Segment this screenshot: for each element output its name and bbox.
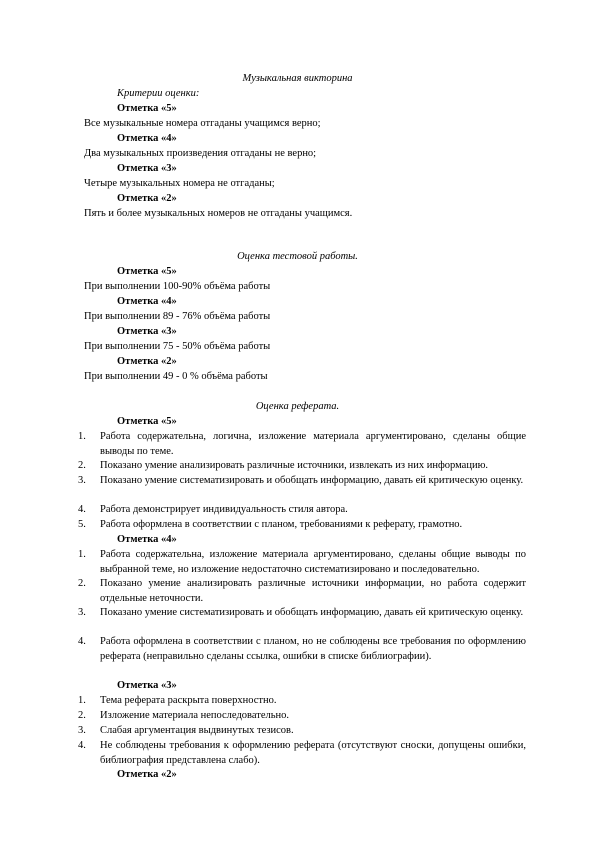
list-number: 3. <box>78 475 86 486</box>
grade-description: При выполнении 75 - 50% объёма работы <box>84 341 271 352</box>
grade-label: Отметка «3» <box>117 680 177 691</box>
grade-description: При выполнении 49 - 0 % объёма работы <box>84 371 268 382</box>
grade-description: Все музыкальные номера отгаданы учащимся верно; <box>84 118 321 129</box>
grade-label: Отметка «2» <box>117 193 177 204</box>
grade-description: Пять и более музыкальных номеров не отгаданы учащимся. <box>84 208 353 219</box>
list-text: Не соблюдены требования к оформлению реферата (отсутствуют сноски, допущены ошибки, библиография представлена слабо). <box>100 740 526 766</box>
grade-label: Отметка «2» <box>117 769 177 780</box>
grade-label: Отметка «5» <box>117 416 177 427</box>
list-text: Слабая аргументация выдвинутых тезисов. <box>100 725 294 736</box>
list-number: 4. <box>78 636 86 647</box>
list-text: Работа демонстрирует индивидуальность стиля автора. <box>100 504 348 515</box>
list-text: Показано умение систематизировать и обобщать информацию, давать ей критическую оценку. <box>100 607 524 618</box>
list-number: 4. <box>78 740 86 751</box>
list-text: Показано умение систематизировать и обобщать информацию, давать ей критическую оценку. <box>100 475 524 486</box>
list-text: Работа оформлена в соответствии с планом, требованиями к реферату, грамотно. <box>100 519 463 530</box>
list-text: Показано умение анализировать различные источники информации, но работа содержит отдельные неточности. <box>100 578 526 604</box>
list-number: 2. <box>78 578 86 589</box>
grade-label: Отметка «3» <box>117 163 177 174</box>
list-text: Показано умение анализировать различные источники, извлекать из них информацию. <box>100 460 489 471</box>
grade-label: Отметка «3» <box>117 326 177 337</box>
grade-label: Отметка «4» <box>117 534 177 545</box>
grade-label: Отметка «5» <box>117 103 177 114</box>
grade-description: Четыре музыкальных номера не отгаданы; <box>84 178 275 189</box>
essay-section-title: Оценка реферата. <box>255 401 340 412</box>
grade-description: При выполнении 100-90% объёма работы <box>84 281 271 292</box>
list-number: 3. <box>78 607 86 618</box>
criteria-heading: Критерии оценки: <box>117 88 200 99</box>
list-number: 1. <box>78 431 86 442</box>
list-number: 2. <box>78 710 86 721</box>
list-text: Работа содержательна, изложение материала аргументировано, сделаны общие выводы по выбранной теме, но изложение недостаточно систематизировано и последовательно. <box>100 549 526 575</box>
list-number: 5. <box>78 519 86 530</box>
list-text: Изложение материала непоследовательно. <box>100 710 290 721</box>
grade-label: Отметка «4» <box>117 296 177 307</box>
grade-description: При выполнении 89 - 76% объёма работы <box>84 311 271 322</box>
grade-description: Два музыкальных произведения отгаданы не верно; <box>84 148 317 159</box>
grade-label: Отметка «5» <box>117 266 177 277</box>
quiz-section-title: Музыкальная викторина <box>242 73 353 84</box>
list-number: 3. <box>78 725 86 736</box>
list-number: 1. <box>78 549 86 560</box>
grade-label: Отметка «4» <box>117 133 177 144</box>
grade-label: Отметка «2» <box>117 356 177 367</box>
list-number: 4. <box>78 504 86 515</box>
list-number: 1. <box>78 695 86 706</box>
test-section-title: Оценка тестовой работы. <box>237 251 358 262</box>
list-text: Работа содержательна, логична, изложение материала аргументировано, сделаны общие выводы по теме. <box>100 431 526 457</box>
list-text: Работа оформлена в соответствии с планом, но не соблюдены все требования по оформлению реферата (неправильно сделаны ссылка, ошибки в списке библиографии). <box>100 636 526 662</box>
list-number: 2. <box>78 460 86 471</box>
list-text: Тема реферата раскрыта поверхностно. <box>100 695 277 706</box>
